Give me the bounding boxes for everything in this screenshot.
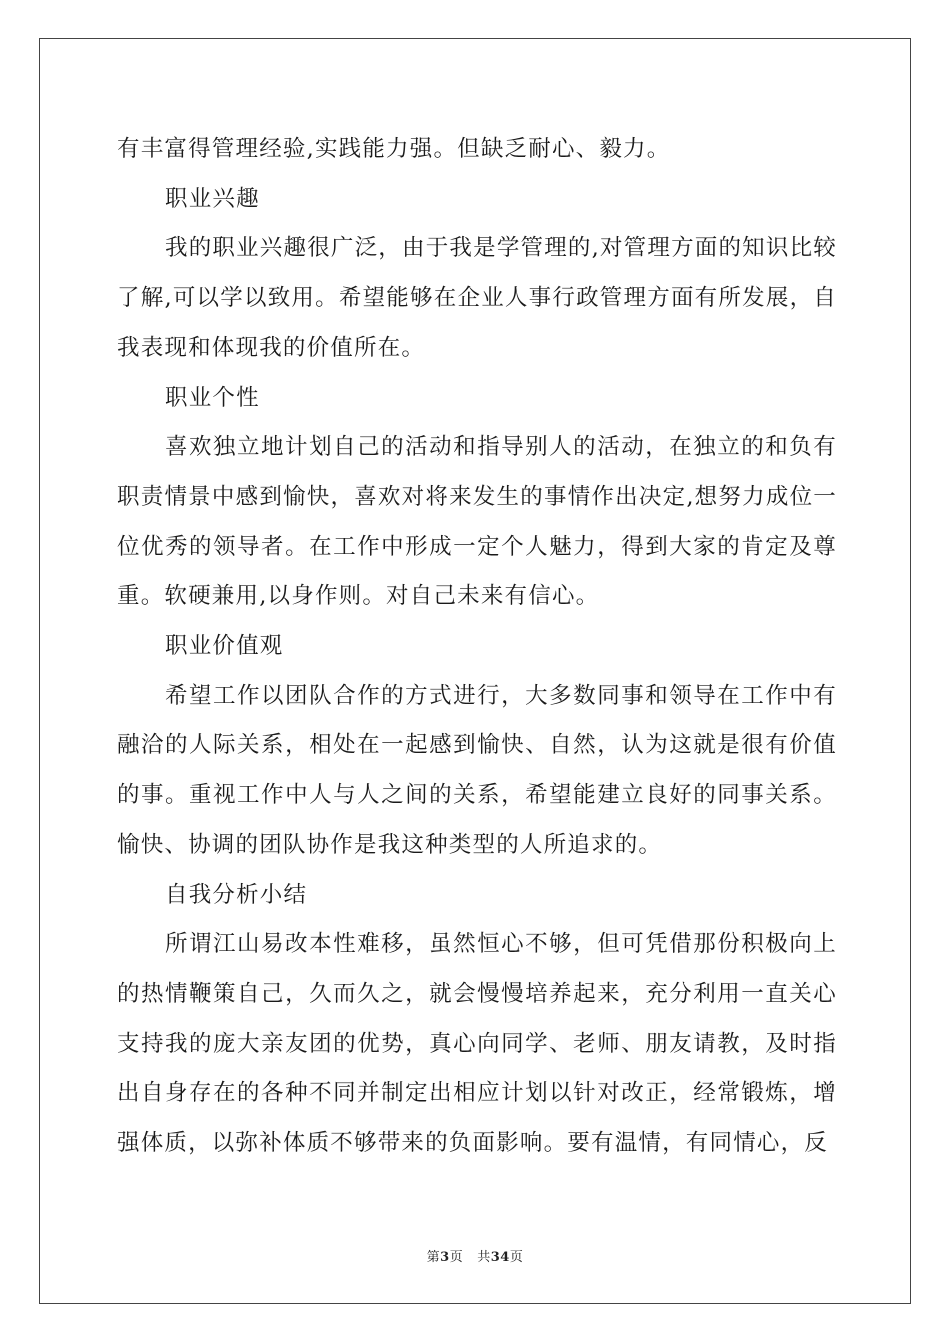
page-suffix: 页 [449, 1250, 464, 1265]
heading-career-values: 职业价值观 [165, 633, 284, 660]
total-suffix: 页 [509, 1250, 524, 1265]
total-prefix: 共 [477, 1250, 491, 1265]
current-page-number: 3 [440, 1250, 450, 1265]
paragraph-1: 有丰富得管理经验,实践能力强。但缺乏耐心、毅力。 [117, 136, 671, 162]
heading-career-interest: 职业兴趣 [165, 185, 260, 212]
document-body [117, 125, 837, 1169]
paragraph-self-analysis-summary: 所谓江山易改本性难移，虽然恒心不够，但可凭借那份积极向上的热情鞭策自己，久而久之，就会慢慢培养起来，充分利用一直关心支持我的庞大亲友团的优势，真心向同学、老师、朋友请教，及时指出自身存在的各种不同并制定出相应计划以针对改正，经常锻炼，增强体质，以弥补体质不够带来的负面影响。要有温情，有同情心，反 [117, 931, 837, 1157]
heading-career-personality: 职业个性 [165, 384, 260, 411]
paragraph-career-values: 希望工作以团队合作的方式进行，大多数同事和领导在工作中有融洽的人际关系，相处在一起感到愉快、自然，认为这就是很有价值的事。重视工作中人与人之间的关系，希望能建立良好的同事关系。愉快、协调的团队协作是我这种类型的人所追求的。 [117, 682, 837, 858]
heading-self-analysis-summary: 自我分析小结 [165, 881, 308, 908]
page-prefix: 第 [426, 1250, 441, 1265]
paragraph-career-interest: 我的职业兴趣很广泛，由于我是学管理的,对管理方面的知识比较了解,可以学以致用。希望能够在企业人事行政管理方面有所发展，自我表现和体现我的价值所在。 [117, 235, 837, 361]
total-page-count: 34 [490, 1250, 510, 1265]
page-footer [0, 1246, 950, 1265]
paragraph-career-personality: 喜欢独立地计划自己的活动和指导别人的活动，在独立的和负有职责情景中感到愉快，喜欢对将来发生的事情作出决定,想努力成位一位优秀的领导者。在工作中形成一定个人魅力，得到大家的肯定及尊重。软硬兼用,以身作则。对自己未来有信心。 [117, 434, 837, 610]
